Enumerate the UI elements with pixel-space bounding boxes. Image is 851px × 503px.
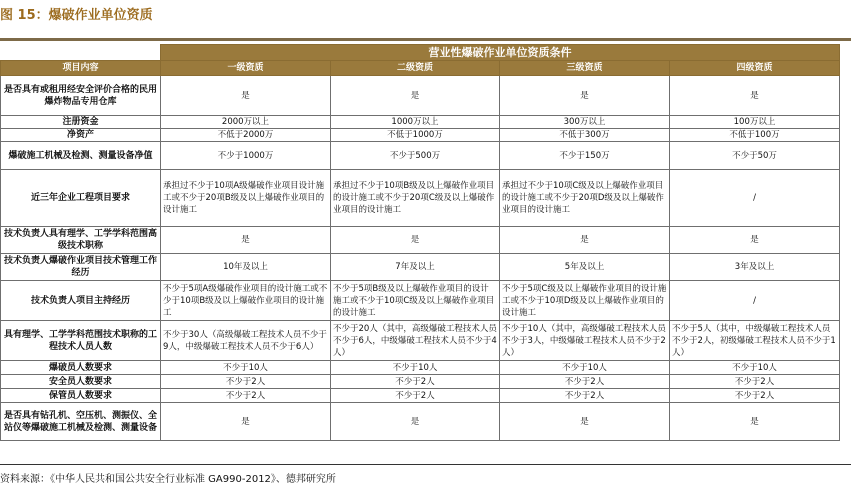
col-header-level1: 一级资质 (161, 61, 331, 76)
row-label: 技术负责人具有理学、工学学科范围高级技术职称 (1, 227, 161, 254)
table-cell: 是 (161, 76, 331, 116)
table-cell: 不少于20人（其中，高级爆破工程技术人员不少于6人，中级爆破工程技术人员不少于4人） (331, 321, 500, 361)
table-cell: 是 (670, 403, 840, 441)
table-cell: 不少于10人（其中，高级爆破工程技术人员不少于3人，中级爆破工程技术人员不少于2人） (500, 321, 670, 361)
table-cell: 7年及以上 (331, 254, 500, 281)
table-cell: 不少于2人 (161, 375, 331, 389)
row-label: 是否具有钻孔机、空压机、测振仪、全站仪等爆破施工机械及检测、测量设备 (1, 403, 161, 441)
table-main-header: 营业性爆破作业单位资质条件 (161, 45, 840, 61)
table-row (1, 76, 840, 116)
table-cell: 300万以上 (500, 116, 670, 129)
table-cell: 是 (500, 403, 670, 441)
col-header-level2: 二级资质 (331, 61, 500, 76)
table-cell: 不低于100万 (670, 129, 840, 142)
table-cell: 10年及以上 (161, 254, 331, 281)
table-cell: 不少于150万 (500, 142, 670, 170)
table-cell: 不少于10人 (670, 361, 840, 375)
table-cell: / (670, 281, 840, 321)
table-cell: 不少于10人 (331, 361, 500, 375)
table-cell: 是 (331, 76, 500, 116)
table-cell: 不少于2人 (331, 389, 500, 403)
table-cell: 不低于2000万 (161, 129, 331, 142)
row-label: 爆破员人数要求 (1, 361, 161, 375)
table-cell: 不少于2人 (500, 389, 670, 403)
table-cell: 不低于300万 (500, 129, 670, 142)
qualification-table (0, 44, 840, 441)
table-cell: 不少于2人 (670, 375, 840, 389)
table-cell: 2000万以上 (161, 116, 331, 129)
top-rule (0, 38, 851, 41)
header-spacer (1, 45, 161, 61)
table-row (1, 281, 840, 321)
table-cell: 不少于2人 (331, 375, 500, 389)
col-header-level4: 四级资质 (670, 61, 840, 76)
row-label: 注册资金 (1, 116, 161, 129)
table-cell: 不少于5项C级及以上爆破作业项目的设计施工或不少于10项D级及以上爆破作业项目的设计施工 (500, 281, 670, 321)
table-cell: 不少于5项B级及以上爆破作业项目的设计施工或不少于10项C级及以上爆破作业项目的设计施工 (331, 281, 500, 321)
table-cell: 100万以上 (670, 116, 840, 129)
table-cell: 是 (670, 227, 840, 254)
row-label: 爆破施工机械及检测、测量设备净值 (1, 142, 161, 170)
row-label: 近三年企业工程项目要求 (1, 170, 161, 227)
row-label: 具有理学、工学学科范围技术职称的工程技术人员人数 (1, 321, 161, 361)
table-cell: 承担过不少于10项A级爆破作业项目设计施工或不少于20项B级及以上爆破作业项目的设计施工 (161, 170, 331, 227)
table-cell: 不少于10人 (500, 361, 670, 375)
row-label: 净资产 (1, 129, 161, 142)
table-row (1, 170, 840, 227)
table-cell: 不少于30人（高级爆破工程技术人员不少于9人，中级爆破工程技术人员不少于6人） (161, 321, 331, 361)
table-cell: 承担过不少于10项C级及以上爆破作业项目的设计施工或不少于20项D级及以上爆破作业项目的设计施工 (500, 170, 670, 227)
table-cell: 是 (670, 76, 840, 116)
table-cell: 是 (161, 403, 331, 441)
table-row (1, 116, 840, 129)
table-cell: 是 (500, 227, 670, 254)
col-header-level3: 三级资质 (500, 61, 670, 76)
table-cell: 3年及以上 (670, 254, 840, 281)
table-cell: 5年及以上 (500, 254, 670, 281)
bottom-rule (0, 464, 851, 465)
table-cell: 承担过不少于10项B级及以上爆破作业项目的设计施工或不少于20项C级及以上爆破作业项目的设计施工 (331, 170, 500, 227)
row-label: 保管员人数要求 (1, 389, 161, 403)
table-row (1, 129, 840, 142)
source-note: 资料来源：《中华人民共和国公共安全行业标准 GA990-2012》、德邦研究所 (0, 474, 336, 485)
row-label: 是否具有或租用经安全评价合格的民用爆炸物品专用仓库 (1, 76, 161, 116)
table-row (1, 142, 840, 170)
table-row (1, 375, 840, 389)
table-row (1, 389, 840, 403)
table-cell: 不少于10人 (161, 361, 331, 375)
table-cell: / (670, 170, 840, 227)
table-cell: 不少于50万 (670, 142, 840, 170)
table-row (1, 254, 840, 281)
table-cell: 是 (500, 76, 670, 116)
table-cell: 是 (161, 227, 331, 254)
figure-title: 图 15：爆破作业单位资质 (0, 8, 153, 23)
table-cell: 是 (331, 227, 500, 254)
col-header-item: 项目内容 (1, 61, 161, 76)
table-row (1, 403, 840, 441)
table-row (1, 227, 840, 254)
table-cell: 不少于500万 (331, 142, 500, 170)
table-cell: 1000万以上 (331, 116, 500, 129)
row-label: 技术负责人爆破作业项目技术管理工作经历 (1, 254, 161, 281)
table-cell: 不少于2人 (670, 389, 840, 403)
row-label: 安全员人数要求 (1, 375, 161, 389)
table-row (1, 361, 840, 375)
table-row (1, 321, 840, 361)
table-cell: 不低于1000万 (331, 129, 500, 142)
table-cell: 不少于2人 (161, 389, 331, 403)
table-cell: 不少于5项A级爆破作业项目的设计施工或不少于10项B级及以上爆破作业项目的设计施工 (161, 281, 331, 321)
table-cell: 不少于5人（其中，中级爆破工程技术人员不少于2人，初级爆破工程技术人员不少于1人） (670, 321, 840, 361)
table-cell: 不少于2人 (500, 375, 670, 389)
table-cell: 不少于1000万 (161, 142, 331, 170)
table-cell: 是 (331, 403, 500, 441)
row-label: 技术负责人项目主持经历 (1, 281, 161, 321)
